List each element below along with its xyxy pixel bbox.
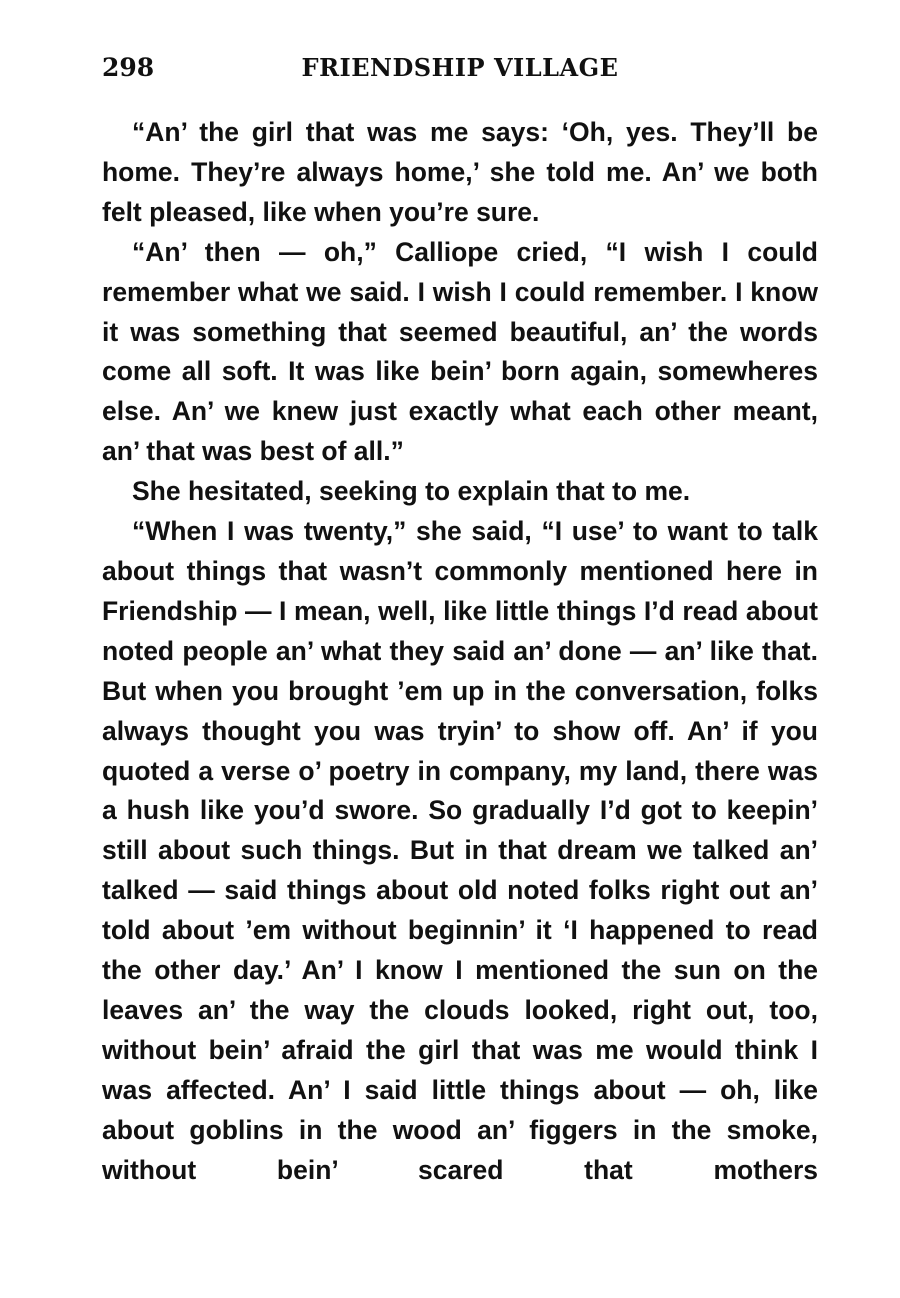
paragraph-4: “When I was twenty,” she said, “I use’ to want to talk about things that wasn’t commonly mentioned here in Friendship — I mean, well, like little things I’d read about noted people an’ what they said an’ done — an’ like that. But when you brought ’em up in the conversation, folks always thought you was tryin’ to show off. An’ if you quoted a verse o’ poetry in company, my land, there was a hush like you’d swore. So gradually I’d got to keepin’ still about such things. But in that dream we talked an’ talked — said things about old noted folks right out an’ told about ’em without beginnin’ it ‘I happened to read the other day.’ An’ I know I mentioned the sun on the leaves an’ the way the clouds looked, right out, too, without bein’ afraid the girl that was me would think I was affected. An’ I said little things about — oh, like about goblins in the wood an’ figgers in the smoke, without bein’ scared that mothers: [102, 516, 818, 1185]
page-number: 298: [102, 53, 155, 82]
running-title: FRIENDSHIP VILLAGE: [301, 53, 619, 82]
paragraph-2: “An’ then — oh,” Calliope cried, “I wish I could remember what we said. I wish I could remember. I know it was something that seemed beautiful, an’ the words come all soft. It was like bein’ born again, somewheres else. An’ we knew just exactly what each other meant, an’ that was best of all.”: [102, 236, 818, 467]
paragraph-1: “An’ the girl that was me says: ‘Oh, yes. They’ll be home. They’re always home,’ she told me. An’ we both felt pleased, like when you’re sure.: [102, 117, 818, 227]
running-head: [102, 52, 818, 84]
body-text: [102, 113, 818, 1190]
paragraph-3: She hesitated, seeking to explain that to me.: [132, 476, 691, 507]
